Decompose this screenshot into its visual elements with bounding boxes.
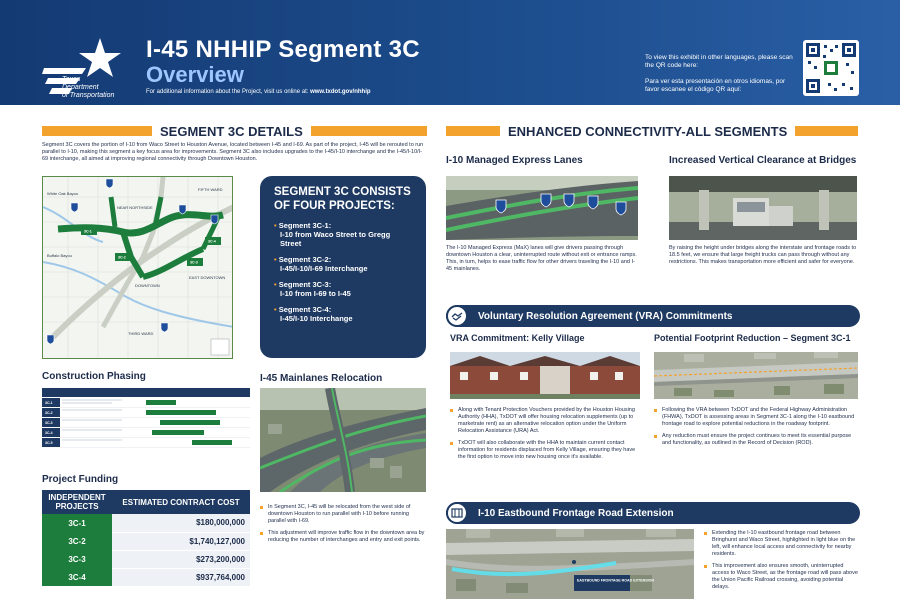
table-row: 3C-2 $1,740,127,000 bbox=[42, 532, 250, 550]
enhanced-connectivity-header: ENHANCED CONNECTIVITY-ALL SEGMENTS bbox=[446, 122, 858, 140]
relocation-bullets bbox=[260, 504, 426, 549]
map-label-3c4: 3C-4 bbox=[208, 239, 216, 244]
list-item: This adjustment will improve traffic flow in the downtown area by reducing the number of interchanges and entry and exit points. bbox=[260, 530, 426, 544]
kelly-village-bullets bbox=[450, 407, 642, 466]
list-item: This improvement also ensures smooth, uninterrupted access to Waco Street, as the frontage road will pass above the Union Pacific Railroad crossing, avoiding potential delays. bbox=[704, 563, 860, 591]
projects-box-heading: SEGMENT 3C CONSISTS OF FOUR PROJECTS: bbox=[274, 186, 411, 212]
phasing-gantt-chart bbox=[42, 388, 250, 452]
map-label-white-oak: White Oak Bayou bbox=[47, 191, 79, 196]
phasing-title: Construction Phasing bbox=[42, 371, 146, 382]
segment-intro-text: Segment 3C covers the portion of I-10 from Waco Street to Houston Avenue, located between I-45 and I-69. As part of the project, I-45 will be rerouted to run parallel to I-10, making this segment a key focus area for improvements. Segment 3C also includes upgrades to the I-45/I-10 interchange and the I-45/I-10/I-69 interchange, all aimed at improving regional connectivity through Downtown Houston. bbox=[42, 142, 424, 162]
list-item: In Segment 3C, I-45 will be relocated from the west side of downtown Houston to run parallel with I-10 before running parallel with I-69. bbox=[260, 504, 426, 525]
frontage-bullets bbox=[704, 530, 860, 596]
list-item: Any reduction must ensure the project continues to meet its essential purpose and functionality, as outlined in the Record of Decision (ROD). bbox=[654, 433, 860, 447]
list-item: Along with Tenant Protection Vouchers provided by the Houston Housing Authority (HHA), TxDOT will offer housing relocation supplements (up to marketrate rent) as an alternative relocation option under the Uniform Relocation Assistance (URA) Act. bbox=[450, 407, 642, 435]
project-item: • Segment 3C-2: I-45/I-10/I-69 Interchange bbox=[274, 255, 412, 273]
vra-section-header: Voluntary Resolution Agreement (VRA) Commitments bbox=[446, 305, 860, 327]
qr-code-icon[interactable] bbox=[803, 40, 859, 96]
map-label-buffalo: Buffalo Bayou bbox=[47, 253, 72, 258]
segment-map bbox=[42, 176, 233, 359]
phasing-row-label: 3C-2 bbox=[45, 411, 53, 416]
map-label-east-downtown: EAST DOWNTOWN bbox=[189, 275, 226, 280]
funding-col-cost: ESTIMATED CONTRACT COST bbox=[112, 490, 250, 514]
kelly-village-title: VRA Commitment: Kelly Village bbox=[450, 333, 585, 343]
funding-col-projects: INDEPENDENT PROJECTS bbox=[42, 490, 112, 514]
relocation-rendering-image bbox=[260, 388, 426, 492]
relocation-title: I-45 Mainlanes Relocation bbox=[260, 373, 383, 384]
logo-wordmark: Texas Department of Transportation bbox=[62, 76, 115, 99]
map-label-third-ward: THIRD WARD bbox=[128, 331, 154, 336]
project-item: • Segment 3C-3: I-10 from I-69 to I-45 bbox=[274, 280, 412, 298]
map-label-fifth-ward: FIFTH WARD bbox=[198, 187, 223, 192]
managed-lanes-text: The I-10 Managed Express (MaX) lanes will give drivers passing through downtown Houston a clear, uninterrupted route without exit or entrance ramps. This, in turn, helps to ease traffic flow for other drivers traveling the I-10 and I-45 mainlanes. bbox=[446, 245, 637, 272]
segment-details-header: SEGMENT 3C DETAILS bbox=[42, 122, 427, 140]
info-line: For additional information about the Project, visit us online at: www.txdot.gov/nhhip bbox=[146, 89, 371, 95]
table-row: 3C-1 $180,000,000 bbox=[42, 514, 250, 532]
project-item: • Segment 3C-4: I-45/I-10 Interchange bbox=[274, 305, 412, 323]
frontage-map-label: EASTBOUND FRONTAGE ROAD EXTENSION bbox=[577, 578, 655, 583]
map-label-3c1: 3C-1 bbox=[84, 229, 92, 234]
funding-title: Project Funding bbox=[42, 474, 119, 485]
list-item: Extending the I-10 eastbound frontage road between Bringhurst and Waco Street, highlighted in light blue on the left, will enhance local access and connectivity for nearby residents. bbox=[704, 530, 860, 558]
footprint-bullets bbox=[654, 407, 860, 452]
phasing-row-label: 3C-5 bbox=[45, 441, 53, 446]
phasing-row-label: 3C-3 bbox=[45, 421, 53, 426]
list-item: Following the VRA between TxDOT and the Federal Highway Administration (FHWA), TxDOT is assessing areas in Segment 3C-1 along the I-10 eastbound frontage road to explore potential reductions in the roadway footprint. bbox=[654, 407, 860, 428]
page-title: I-45 NHHIP Segment 3C bbox=[146, 36, 420, 63]
clearance-title: Increased Vertical Clearance at Bridges bbox=[669, 155, 857, 166]
language-note-english: To view this exhibit in other languages, please scan the QR code here: bbox=[645, 54, 793, 69]
bridge-clearance-image bbox=[669, 176, 857, 240]
kelly-village-image bbox=[450, 352, 640, 399]
project-item: • Segment 3C-1: I-10 from Waco Street to Gregg Street bbox=[274, 221, 412, 248]
frontage-section-header: I-10 Eastbound Frontage Road Extension bbox=[446, 502, 860, 524]
footprint-aerial-image bbox=[654, 352, 858, 399]
managed-lanes-title: I-10 Managed Express Lanes bbox=[446, 155, 583, 166]
map-label-downtown: DOWNTOWN bbox=[135, 283, 160, 288]
road-icon bbox=[446, 502, 468, 524]
footprint-title: Potential Footprint Reduction – Segment 3C-1 bbox=[654, 333, 851, 343]
table-row: 3C-4 $937,764,000 bbox=[42, 568, 250, 586]
clearance-text: By raising the height under bridges along the interstate and frontage roads to 18.5 feet, we ensure that large freight trucks can pass through without any restrictions. This makes transportation more efficient and safer for everyone. bbox=[669, 245, 857, 265]
managed-lanes-image bbox=[446, 176, 638, 240]
map-label-3c2: 3C-2 bbox=[118, 255, 126, 260]
map-label-near-northside: NEAR NORTHSIDE bbox=[117, 205, 153, 210]
page-subtitle: Overview bbox=[146, 62, 244, 87]
info-url-link[interactable]: www.txdot.gov/nhhip bbox=[310, 89, 371, 95]
funding-table bbox=[42, 490, 250, 587]
list-item: TxDOT will also collaborate with the HHA to maintain current contact information for residents displaced from Kelly Village, ensuring they have the first option to move into new housing once it's available. bbox=[450, 440, 642, 461]
frontage-aerial-image bbox=[446, 529, 694, 599]
map-label-3c3: 3C-3 bbox=[190, 260, 198, 265]
phasing-row-label: 3C-1 bbox=[45, 401, 53, 406]
language-note-spanish: Para ver esta presentación en otros idiomas, por favor escanee el código QR aquí: bbox=[645, 78, 786, 93]
table-row: 3C-3 $273,200,000 bbox=[42, 550, 250, 568]
header-banner bbox=[0, 0, 900, 105]
phasing-row-label: 3C-4 bbox=[45, 431, 53, 436]
projects-summary-box bbox=[260, 176, 426, 358]
handshake-icon bbox=[446, 305, 468, 327]
